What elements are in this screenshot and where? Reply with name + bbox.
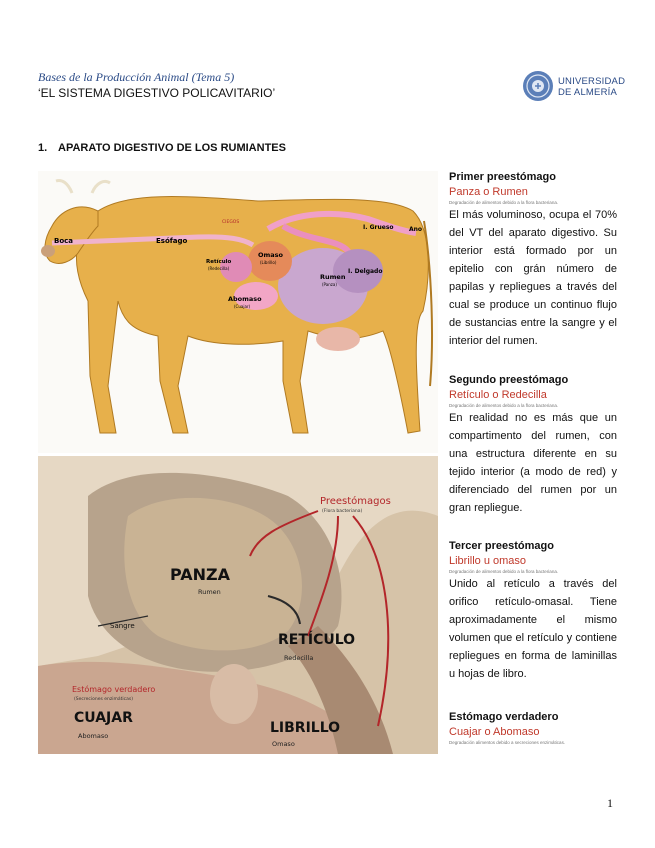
block-text: El más voluminoso, ocupa el 70% del VT del aparato digestivo. Su interior está formado por un epitelio con grán número de papilas y repliegues a través del cual se produce un continuo flujo de sustancias entre la sangre y el interior del rumen. <box>449 209 617 347</box>
block-note: Degradación de alimentos debido a la flora bacteriana. <box>449 403 559 408</box>
university-seal-icon <box>522 70 554 102</box>
photo-label-cuajar: CUAJAR <box>74 710 133 726</box>
block-note: Degradación de alimentos debido a la flora bacteriana. <box>449 200 559 205</box>
photo-label-librillo: LIBRILLO <box>270 720 341 736</box>
logo-line-1: UNIVERSIDAD <box>558 76 626 87</box>
block-subtitle: Retículo o Redecilla <box>449 389 547 401</box>
label-boca: Boca <box>54 237 74 245</box>
photo-label-redecilla: Redecilla <box>284 654 314 662</box>
page-number: 1 <box>607 796 613 810</box>
label-omaso: Omaso <box>258 251 284 259</box>
block-text: En realidad no es más que un compartimento del rumen, con una estructura diferente en su tejido interior (a modo de red) y diferenciado del rumen por un gran repliegue. <box>449 412 617 514</box>
block-segundo-preestomago <box>449 374 617 517</box>
block-primer-preestomago <box>449 171 617 350</box>
block-title: Tercer preestómago <box>449 540 554 552</box>
section-heading <box>38 142 286 154</box>
label-rumen-sub: (Panza) <box>322 282 337 287</box>
block-subtitle: Librillo u omaso <box>449 555 527 567</box>
block-estomago-verdadero <box>449 711 617 745</box>
course-subtitle: Bases de la Producción Animal (Tema 5) <box>38 70 235 84</box>
photo-label-estomago-verdadero: Estómago verdadero <box>72 685 156 694</box>
label-ano: Ano <box>409 226 423 233</box>
label-reticulo: Retículo <box>206 259 232 265</box>
document-title: ‘EL SISTEMA DIGESTIVO POLICAVITARIO’ <box>38 86 276 100</box>
label-abomaso: Abomaso <box>228 295 262 303</box>
block-title: Primer preestómago <box>449 171 556 183</box>
section-title: APARATO DIGESTIVO DE LOS RUMIANTES <box>58 142 286 154</box>
photo-label-abomaso: Abomaso <box>78 732 109 740</box>
university-logo <box>522 70 626 104</box>
label-reticulo-sub: (Redecilla) <box>208 266 230 271</box>
photo-label-preestomagos: Preestómagos <box>320 496 391 507</box>
block-subtitle: Cuajar o Abomaso <box>449 726 540 738</box>
block-note: Degradación de alimentos debido a la flora bacteriana. <box>449 569 559 574</box>
label-omaso-sub: (Librillo) <box>260 260 277 265</box>
label-esofago: Esófago <box>156 237 188 245</box>
cow-digestive-diagram <box>38 171 438 453</box>
label-abomaso-sub: (Cuajar) <box>234 304 251 309</box>
photo-label-rumen: Rumen <box>198 588 221 596</box>
block-title: Estómago verdadero <box>449 711 559 723</box>
block-text: Unido al retículo a través del orifico retículo-omasal. Tiene aproximadamente el mismo volumen que el retículo y contiene repliegues en forma de laminillas u hojas de libro. <box>449 578 617 680</box>
photo-label-preestomagos-sub: (Flora bacteriana) <box>322 509 363 514</box>
label-i-grueso: I. Grueso <box>363 224 394 231</box>
photo-label-reticulo: RETÍCULO <box>278 632 356 648</box>
label-rumen: Rumen <box>320 273 346 281</box>
block-subtitle: Panza o Rumen <box>449 186 528 198</box>
photo-label-estomago-sub: (Secreciones enzimáticas) <box>74 697 133 702</box>
label-i-delgado: I. Delgado <box>348 268 383 275</box>
logo-line-2: DE ALMERÍA <box>558 87 618 98</box>
label-ciegos: CIEGOS <box>222 220 240 225</box>
photo-label-sangre: Sangre <box>110 622 135 630</box>
photo-label-panza: PANZA <box>170 565 231 584</box>
block-note: Degradación alimentos debido a secreciones enzimáticas. <box>449 740 566 745</box>
photo-label-omaso: Omaso <box>272 740 295 748</box>
block-tercer-preestomago <box>449 540 617 683</box>
block-title: Segundo preestómago <box>449 374 569 386</box>
section-number: 1. <box>38 142 48 154</box>
stomach-photo <box>38 456 438 754</box>
